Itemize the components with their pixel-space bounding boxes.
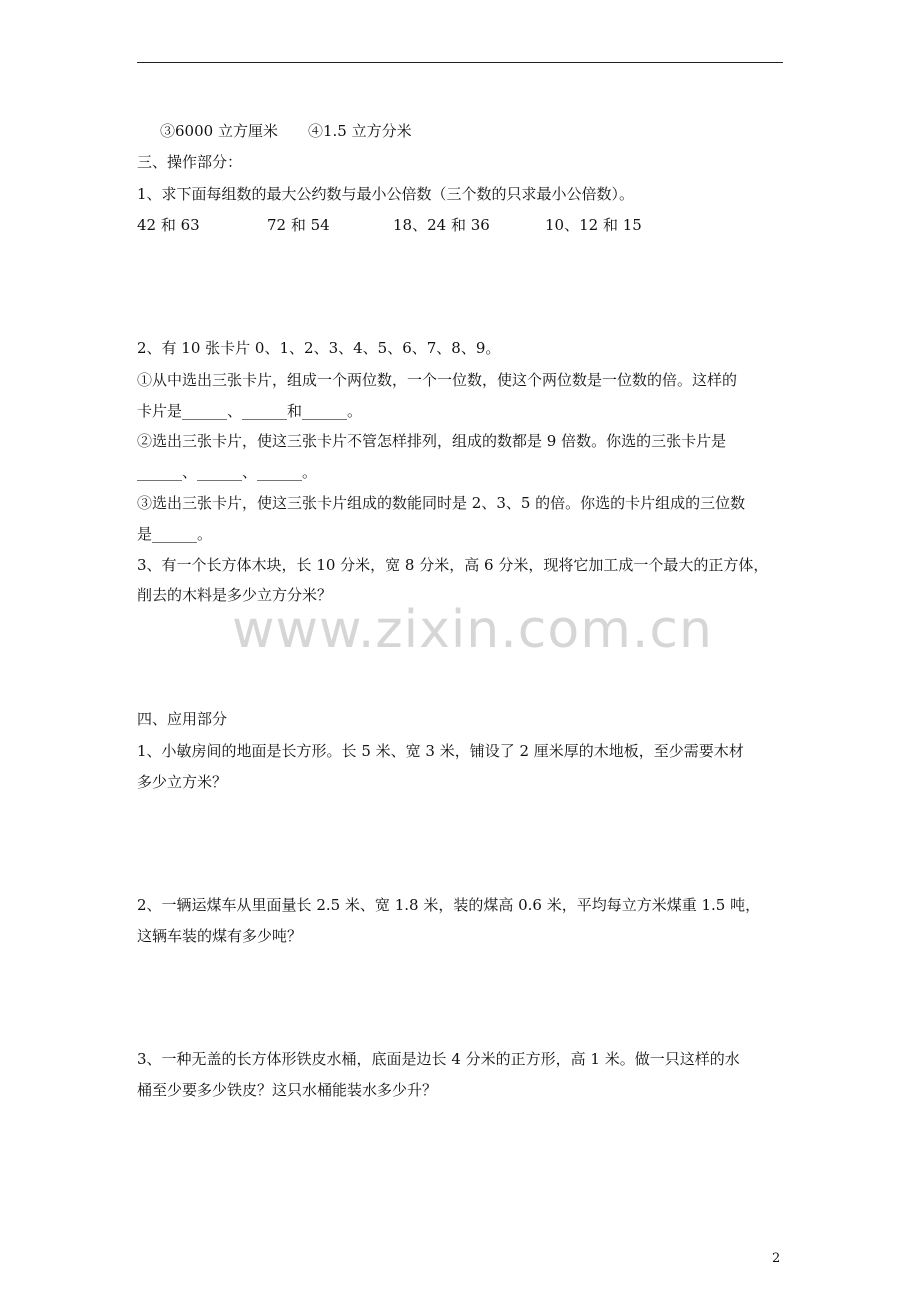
app-question-1-cont: 多少立方米？	[137, 773, 228, 791]
app-question-3: 3、一种无盖的长方体形铁皮水桶，底面是边长 4 分米的正方形，高 1 米。做一只这样的水	[137, 1050, 740, 1068]
app-question-3-cont: 桶至少要多少铁皮？这只水桶能装水多少升？	[137, 1081, 438, 1099]
header-rule	[137, 62, 783, 63]
group-1: 42 和 63	[137, 216, 200, 234]
question-2-part-1: ①从中选出三张卡片，组成一个两位数，一个一位数，使这个两位数是一位数的倍。这样的	[137, 371, 738, 389]
question-2-part-2: ②选出三张卡片，使这三张卡片不管怎样排列，组成的数都是 9 倍数。你选的三张卡片是	[137, 432, 727, 450]
page-number: 2	[772, 1251, 781, 1266]
app-question-2-cont: 这辆车装的煤有多少吨？	[137, 927, 303, 945]
number-groups	[137, 215, 642, 235]
group-4: 10、12 和 15	[545, 216, 642, 234]
watermark: www.zixin.com.cn	[232, 600, 713, 660]
question-1: 1、求下面每组数的最大公约数与最小公倍数（三个数的只求最小公倍数）。	[137, 185, 635, 203]
question-3-cont: 削去的木料是多少立方分米？	[137, 586, 333, 604]
group-2: 72 和 54	[267, 216, 330, 234]
question-2-part-2-blanks: ______、______、______。	[137, 463, 318, 481]
question-2-part-3: ③选出三张卡片，使这三张卡片组成的数能同时是 2、3、5 的倍。你选的卡片组成的三位数	[137, 494, 746, 512]
app-question-2: 2、一辆运煤车从里面量长 2.5 米、宽 1.8 米，装的煤高 0.6 米，平均每立方米煤重 1.5 吨，	[137, 896, 761, 914]
question-2-part-3-blank: 是______。	[137, 525, 213, 543]
question-2: 2、有 10 张卡片 0、1、2、3、4、5、6、7、8、9。	[137, 339, 501, 357]
question-3: 3、有一个长方体木块，长 10 分米，宽 8 分米，高 6 分米，现将它加工成一个最大的正方体，	[137, 556, 769, 574]
question-2-part-1-blanks: 卡片是______、______和______。	[137, 402, 363, 420]
option-line: ③6000 立方厘米 ④1.5 立方分米	[160, 122, 412, 140]
section-heading-applications: 四、应用部分	[137, 710, 228, 728]
app-question-1: 1、小敏房间的地面是长方形。长 5 米、宽 3 米，铺设了 2 厘米厚的木地板，至少需要木材	[137, 742, 744, 760]
group-3: 18、24 和 36	[393, 216, 490, 234]
section-heading-operations: 三、操作部分：	[137, 153, 243, 171]
